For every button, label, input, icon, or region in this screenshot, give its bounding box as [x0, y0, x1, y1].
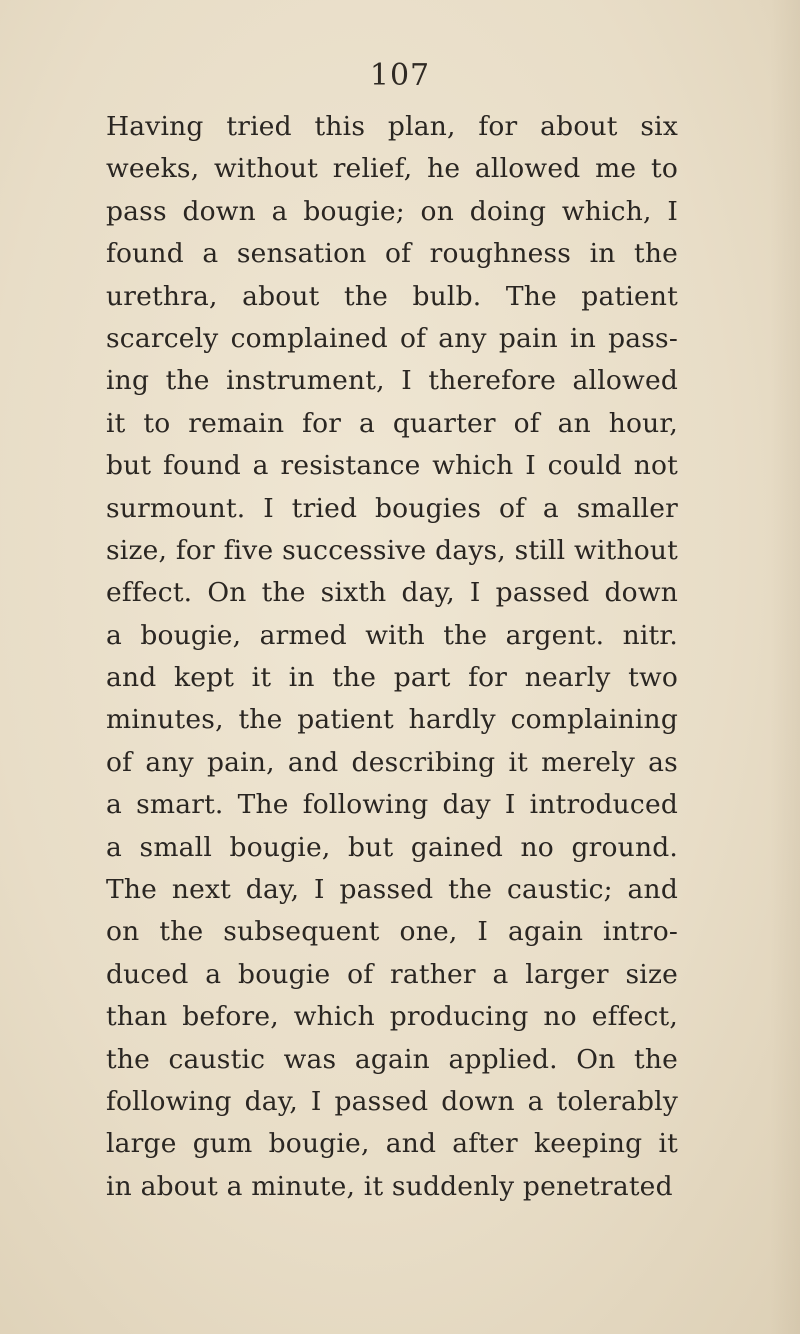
text-line: but found a resistance which I could not [106, 450, 678, 482]
text-line: minutes, the patient hardly complaining [106, 704, 678, 736]
body-text [106, 106, 678, 1208]
text-line: effect. On the sixth day, I passed down [106, 577, 678, 609]
text-line: duced a bougie of rather a larger size [106, 958, 678, 990]
text-line: scarcely complained of any pain in pass- [106, 322, 678, 354]
page-number: 107 [369, 58, 431, 93]
text-line: surmount. I tried bougies of a smaller [106, 492, 678, 524]
text-line: The next day, I passed the caustic; and [106, 874, 678, 906]
text-line: a bougie, armed with the argent. nitr. [106, 619, 678, 651]
text-line: following day, I passed down a tolerably [106, 1085, 678, 1117]
text-line: in about a minute, it suddenly penetrated [106, 1170, 673, 1202]
text-line: it to remain for a quarter of an hour, [106, 407, 678, 439]
text-line: of any pain, and describing it merely as [106, 746, 678, 778]
page-edge-shadow [770, 0, 800, 1334]
text-line: Having tried this plan, for about six [106, 111, 678, 142]
text-line: on the subsequent one, I again intro- [106, 916, 678, 948]
text-line: weeks, without relief, he allowed me to [106, 153, 678, 185]
text-line: the caustic was again applied. On the [106, 1043, 678, 1075]
text-line: and kept it in the part for nearly two [106, 662, 678, 694]
text-line: ing the instrument, I therefore allowed [106, 365, 678, 397]
text-line: found a sensation of roughness in the [106, 238, 678, 270]
text-line: a small bougie, but gained no ground. [106, 831, 678, 863]
text-line: size, for five successive days, still without [106, 534, 678, 566]
text-line: large gum bougie, and after keeping it [106, 1128, 678, 1160]
text-line: than before, which producing no effect, [106, 1001, 678, 1033]
text-line: urethra, about the bulb. The patient [106, 280, 678, 312]
text-line: pass down a bougie; on doing which, I [106, 195, 678, 227]
text-line: a smart. The following day I introduced [106, 789, 678, 821]
